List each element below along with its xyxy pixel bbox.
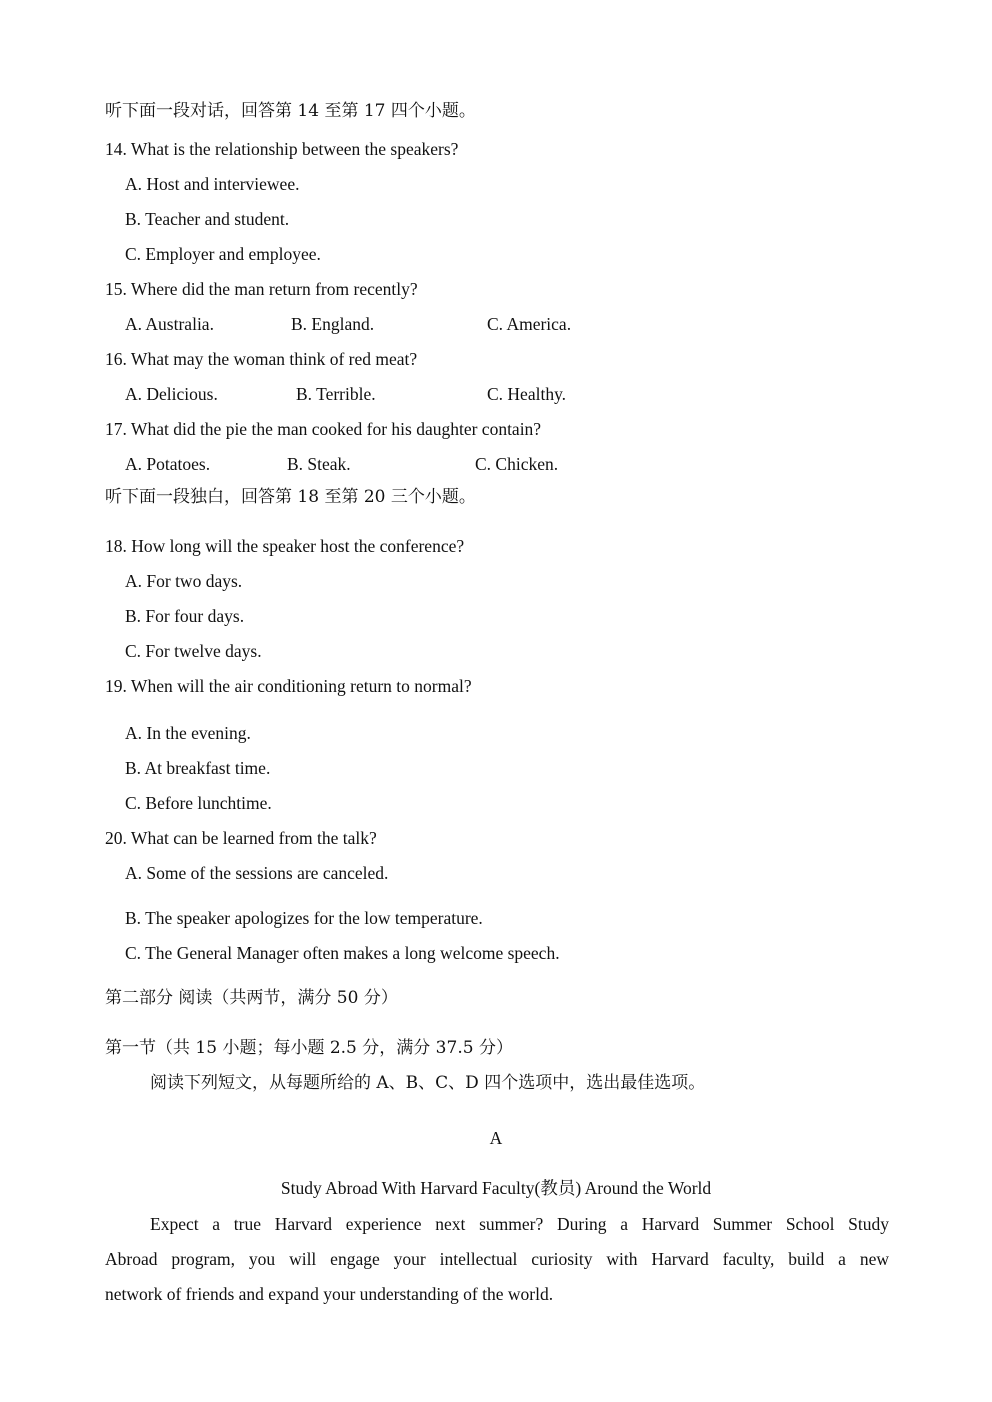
passage-line-2: Abroad program, you will engage your intellectual curiosity with Harvard faculty, build a new [105,1249,889,1269]
option-16c: C. Healthy. [487,384,567,404]
passage-line-3: network of friends and expand your understanding of the world. [105,1284,554,1304]
section-heading-monologue: 听下面一段独白，回答第 18 至第 20 三个小题。 [105,487,476,507]
question-20: 20. What can be learned from the talk? [105,828,377,848]
option-14a: A. Host and interviewee. [125,174,300,194]
option-17b: B. Steak. [287,454,351,474]
option-17a: A. Potatoes. [125,454,211,474]
option-17c: C. Chicken. [475,454,559,474]
passage-line-1: Expect a true Harvard experience next summer? During a Harvard Summer School Study [150,1214,889,1234]
option-14b: B. Teacher and student. [125,209,290,229]
option-15b: B. England. [291,314,375,334]
option-15a: A. Australia. [125,314,214,334]
option-20c: C. The General Manager often makes a long welcome speech. [125,943,560,963]
option-19b: B. At breakfast time. [125,758,271,778]
option-18a: A. For two days. [125,571,243,591]
passage-title: Study Abroad With Harvard Faculty(教员) Around the World [280,1178,712,1198]
option-15c: C. America. [487,314,572,334]
question-17: 17. What did the pie the man cooked for his daughter contain? [105,419,542,439]
section-one-heading: 第一节（共 15 小题；每小题 2.5 分，满分 37.5 分） [105,1038,513,1058]
part-two-heading: 第二部分 阅读（共两节，满分 50 分） [105,988,398,1008]
option-19a: A. In the evening. [125,723,251,743]
option-20a: A. Some of the sessions are canceled. [125,863,389,883]
option-20b: B. The speaker apologizes for the low temperature. [125,908,483,928]
option-18c: C. For twelve days. [125,641,262,661]
question-19: 19. When will the air conditioning return to normal? [105,676,472,696]
question-18: 18. How long will the speaker host the conference? [105,536,465,556]
option-16b: B. Terrible. [296,384,376,404]
option-16a: A. Delicious. [125,384,218,404]
option-19c: C. Before lunchtime. [125,793,272,813]
option-14c: C. Employer and employee. [125,244,321,264]
question-15: 15. Where did the man return from recently? [105,279,418,299]
reading-instruction: 阅读下列短文，从每题所给的 A、B、C、D 四个选项中，选出最佳选项。 [150,1073,706,1093]
question-16: 16. What may the woman think of red meat? [105,349,418,369]
question-14: 14. What is the relationship between the speakers? [105,139,459,159]
passage-letter: A [489,1128,503,1148]
option-18b: B. For four days. [125,606,245,626]
section-heading-dialogue: 听下面一段对话，回答第 14 至第 17 四个小题。 [105,101,476,121]
